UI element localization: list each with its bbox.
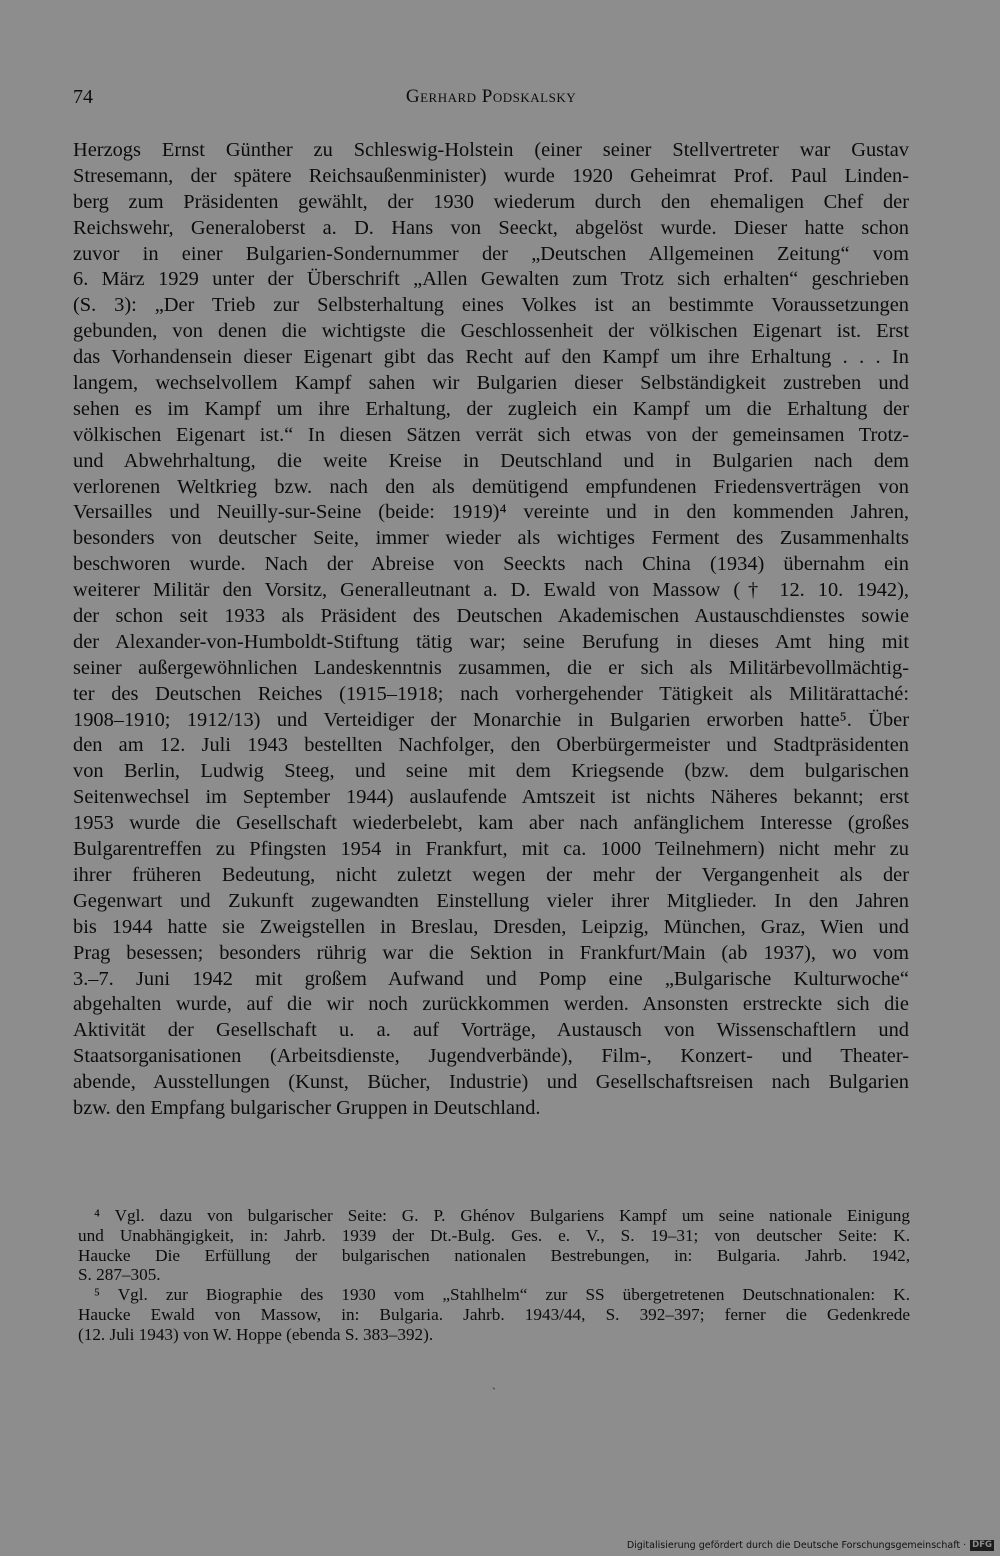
body-line: langem, wechselvollem Kampf sahen wir Bulgarien dieser Selbständigkeit zustreben und <box>73 372 909 395</box>
body-line: bzw. den Empfang bulgarischer Gruppen in Deutschland. <box>73 1096 541 1119</box>
body-line: verlorenen Weltkrieg bzw. nach den als demütigend empfundenen Friedensverträgen von <box>73 475 909 498</box>
footnotes <box>78 1206 910 1345</box>
body-line: besonders von deutscher Seite, immer wieder als wichtiges Ferment des Zusammenhalts <box>73 527 909 550</box>
body-line: abende, Ausstellungen (Kunst, Bücher, Industrie) und Gesellschaftsreisen nach Bulgarien <box>73 1071 909 1094</box>
body-line: und Abwehrhaltung, die weite Kreise in Deutschland und in Bulgarien nach dem <box>73 449 909 472</box>
body-line: der Alexander-von-Humboldt-Stiftung tätig war; seine Berufung in dieses Amt hing mit <box>73 630 909 653</box>
body-line: von Berlin, Ludwig Steeg, und seine mit dem Kriegsende (bzw. dem bulgarischen <box>73 760 909 783</box>
body-line: bis 1944 hatte sie Zweigstellen in Breslau, Dresden, Leipzig, München, Graz, Wien und <box>73 915 909 938</box>
body-line: ihrer früheren Bedeutung, nicht zuletzt wegen der mehr der Vergangenheit als der <box>73 863 909 886</box>
body-line: 6. März 1929 unter der Überschrift „Allen Gewalten zum Trotz sich erhalten“ geschrieben <box>73 268 909 291</box>
body-line: Gegenwart und Zukunft zugewandten Einstellung vieler ihrer Mitglieder. In den Jahren <box>73 889 909 912</box>
body-line: beschworen wurde. Nach der Abreise von Seeckts nach China (1934) übernahm ein <box>73 553 909 576</box>
body-line: der schon seit 1933 als Präsident des Deutschen Akademischen Austauschdienstes sowie <box>73 605 909 628</box>
dfg-credit <box>627 1538 994 1552</box>
body-line: Bulgarentreffen zu Pfingsten 1954 in Frankfurt, mit ca. 1000 Teilnehmern) nicht mehr zu <box>73 838 909 861</box>
stray-mark: ˋ <box>492 1385 496 1399</box>
page-number: 74 <box>73 86 93 108</box>
credit-text: Digitalisierung gefördert durch die Deutsche Forschungsgemeinschaft · <box>626 1539 967 1551</box>
footnote-line: (12. Juli 1943) von W. Hoppe (ebenda S. 383–392). <box>78 1324 434 1344</box>
body-line: Versailles und Neuilly-sur-Seine (beide: 1919)⁴ vereinte und in den kommenden Jahren, <box>73 501 909 524</box>
body-line: das Vorhandensein dieser Eigenart gibt das Recht auf den Kampf um ihre Erhaltung . . . In <box>73 346 909 369</box>
body-line: Aktivität der Gesellschaft u. a. auf Vorträge, Austausch von Wissenschaftlern und <box>73 1019 909 1042</box>
body-line: den am 12. Juli 1943 bestellten Nachfolger, den Oberbürgermeister und Stadtpräsidenten <box>73 734 909 757</box>
body-line: seiner außergewöhnlichen Landeskenntnis zusammen, die er sich als Militärbevollmächtig- <box>73 656 909 679</box>
body-line: sehen es im Kampf um ihre Erhaltung, der zugleich ein Kampf um die Erhaltung der <box>73 397 909 420</box>
body-line: zuvor in einer Bulgarien-Sondernummer der „Deutschen Allgemeinen Zeitung“ vom <box>73 242 909 265</box>
body-line: weiterer Militär den Vorsitz, Generalleutnant a. D. Ewald von Massow († 12. 10. 1942), <box>73 579 909 602</box>
body-line: 1953 wurde die Gesellschaft wiederbelebt, kam aber nach anfänglichem Interesse (großes <box>73 812 909 835</box>
footnote-line: Haucke Ewald von Massow, in: Bulgaria. Jahrb. 1943/44, S. 392–397; ferner die Gedenkrede <box>78 1304 910 1324</box>
dfg-logo-icon: DFG <box>972 1539 992 1550</box>
footnote-line: ⁵ Vgl. zur Biographie des 1930 vom „Stahlhelm“ zur SS übergetretenen Deutschnationalen: K. <box>94 1285 910 1305</box>
body-line: gebunden, von denen die wichtigste die Geschlossenheit der völkischen Eigenart ist. Erst <box>73 320 909 343</box>
body-line: Staatsorganisationen (Arbeitsdienste, Jugendverbände), Film-, Konzert- und Theater- <box>73 1045 909 1068</box>
page-header <box>73 84 909 112</box>
body-line: ter des Deutschen Reiches (1915–1918; nach vorhergehender Tätigkeit als Militärattaché: <box>73 682 909 705</box>
body-line: abgehalten wurde, auf die wir noch zurückkommen werden. Ansonsten erstreckte sich die <box>73 993 909 1016</box>
body-text <box>73 138 909 1122</box>
body-line: 1908–1910; 1912/13) und Verteidiger der Monarchie in Bulgarien erworben hatte⁵. Über <box>73 708 909 731</box>
footnote-5 <box>78 1285 910 1344</box>
running-head: Gerhard Podskalsky <box>405 86 577 107</box>
body-line: Stresemann, der spätere Reichsaußenminister) wurde 1920 Geheimrat Prof. Paul Linden- <box>73 164 909 187</box>
body-line: völkischen Eigenart ist.“ In diesen Sätzen verrät sich etwas von der gemeinsamen Trotz- <box>73 423 909 446</box>
body-line: (S. 3): „Der Trieb zur Selbsterhaltung eines Volkes ist an bestimmte Voraussetzungen <box>73 294 909 317</box>
footnote-line: ⁴ Vgl. dazu von bulgarischer Seite: G. P. Ghénov Bulgariens Kampf um seine nationale Einigung <box>94 1206 910 1225</box>
body-line: Seitenwechsel im September 1944) auslaufende Amtszeit ist nichts Näheres bekannt; erst <box>73 786 909 809</box>
body-line: 3.–7. Juni 1942 mit großem Aufwand und Pomp eine „Bulgarische Kulturwoche“ <box>73 967 909 990</box>
footnote-line: Haucke Die Erfüllung der bulgarischen nationalen Bestrebungen, in: Bulgaria. Jahrb. 1942, <box>78 1245 910 1265</box>
footnote-line: und Unabhängigkeit, in: Jahrb. 1939 der Dt.-Bulg. Ges. e. V., S. 19–31; von deutscher Seite: K. <box>78 1225 910 1245</box>
body-line: Prag besessen; besonders rührig war die Sektion in Frankfurt/Main (ab 1937), wo vom <box>73 941 909 964</box>
body-line: Herzogs Ernst Günther zu Schleswig-Holstein (einer seiner Stellvertreter war Gustav <box>73 139 909 161</box>
body-line: Reichswehr, Generaloberst a. D. Hans von Seeckt, abgelöst wurde. Dieser hatte schon <box>73 216 909 239</box>
footnote-line: S. 287–305. <box>78 1265 161 1285</box>
footnote-4 <box>78 1206 910 1285</box>
body-line: berg zum Präsidenten gewählt, der 1930 wiederum durch den ehemaligen Chef der <box>73 190 909 213</box>
